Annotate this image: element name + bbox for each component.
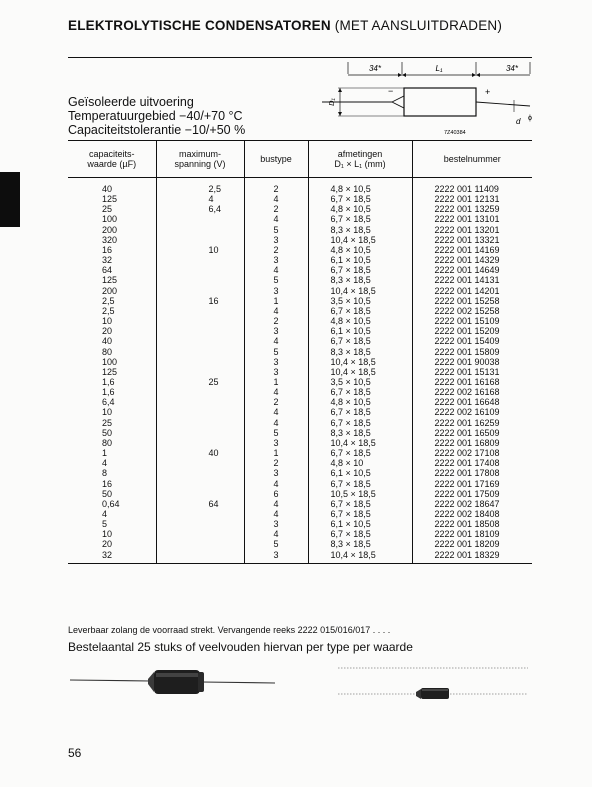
table-row (68, 529, 532, 539)
dimension-diagram (318, 60, 532, 138)
table-header-row (68, 141, 532, 178)
cell-dimensions: 6,1 × 10,5 (308, 255, 412, 265)
capacitor-body (404, 88, 476, 116)
cell-dimensions: 6,7 × 18,5 (308, 194, 412, 204)
cell-voltage (156, 326, 244, 336)
cell-dimensions: 6,7 × 18,5 (308, 214, 412, 224)
table-row (68, 418, 532, 428)
page-title (68, 18, 538, 33)
cell-voltage: 6,4 (156, 204, 244, 214)
cell-capacitance: 25 (102, 417, 113, 428)
cell-dimensions: 6,7 × 18,5 (308, 407, 412, 417)
table-row (68, 397, 532, 407)
table-row (68, 539, 532, 549)
cell-dimensions: 6,7 × 18,5 (308, 418, 412, 428)
cell-dimensions: 10,4 × 18,5 (308, 550, 412, 564)
cell-capacitance: 20 (102, 326, 113, 337)
table-row (68, 347, 532, 357)
cell-capacitance: 200 (102, 285, 118, 296)
cell-case: 4 (244, 214, 308, 224)
cell-capacitance: 10 (102, 316, 113, 327)
cell-case: 4 (244, 387, 308, 397)
table-row (68, 428, 532, 438)
cell-order-number: 2222 001 14131 (412, 275, 532, 285)
cell-case: 2 (244, 204, 308, 214)
cell-case: 4 (244, 306, 308, 316)
cell-voltage: 10 (156, 245, 244, 255)
cell-capacitance: 10 (102, 529, 113, 540)
cell-voltage (156, 214, 244, 224)
cell-dimensions: 6,7 × 18,5 (308, 499, 412, 509)
table-row (68, 265, 532, 275)
label-diameter: D₁ (327, 98, 336, 106)
cell-case: 5 (244, 428, 308, 438)
cell-case: 1 (244, 296, 308, 306)
cell-capacitance: 32 (68, 550, 156, 564)
cell-dimensions: 10,5 × 18,5 (308, 489, 412, 499)
cell-capacitance: 0,64 (102, 498, 120, 509)
cell-capacitance: 16 (102, 478, 113, 489)
cell-order-number: 2222 001 15109 (412, 316, 532, 326)
cell-capacitance: 100 (102, 214, 118, 225)
cell-case: 4 (244, 336, 308, 346)
cell-order-number: 2222 001 17408 (412, 458, 532, 468)
cell-voltage (156, 550, 244, 564)
table-row (68, 178, 532, 195)
cell-case: 4 (244, 529, 308, 539)
cell-dimensions: 6,7 × 18,5 (308, 306, 412, 316)
cell-dimensions: 6,1 × 10,5 (308, 326, 412, 336)
cell-voltage (156, 418, 244, 428)
cell-voltage (156, 479, 244, 489)
table-row (68, 306, 532, 316)
cell-capacitance: 6,4 (102, 397, 115, 408)
spec-block (68, 95, 245, 137)
cell-order-number: 2222 001 13201 (412, 225, 532, 235)
cell-case: 3 (244, 286, 308, 296)
cell-dimensions: 10,4 × 18,5 (308, 367, 412, 377)
cell-voltage (156, 316, 244, 326)
delivery-note: Leverbaar zolang de voorraad strekt. Vervangende reeks 2222 015/016/017 . . . . (68, 625, 391, 635)
cell-order-number: 2222 001 14329 (412, 255, 532, 265)
cell-dimensions: 4,8 × 10,5 (308, 178, 412, 195)
cell-capacitance: 2,5 (102, 305, 115, 316)
header-capacitance: capaciteits- waarde (µF) (68, 141, 156, 178)
plus-sign: + (485, 87, 491, 97)
cell-case: 3 (244, 519, 308, 529)
dim-lead-right: 34* (505, 64, 519, 73)
table-row (68, 326, 532, 336)
cell-dimensions: 6,7 × 18,5 (308, 509, 412, 519)
cell-capacitance: 200 (102, 224, 118, 235)
cell-case: 2 (244, 458, 308, 468)
cell-voltage (156, 407, 244, 417)
cell-capacitance: 8 (102, 468, 108, 479)
table-row (68, 245, 532, 255)
cell-dimensions: 6,7 × 18,5 (308, 529, 412, 539)
cell-voltage (156, 286, 244, 296)
cell-order-number: 2222 001 17169 (412, 479, 532, 489)
cell-capacitance: 125 (102, 275, 118, 286)
cell-voltage (156, 387, 244, 397)
cell-dimensions: 3,5 × 10,5 (308, 377, 412, 387)
cell-dimensions: 10,4 × 18,5 (308, 438, 412, 448)
cell-dimensions: 4,8 × 10,5 (308, 245, 412, 255)
cell-voltage (156, 468, 244, 478)
cell-capacitance: 2,5 (102, 295, 115, 306)
cell-order-number: 2222 002 18408 (412, 509, 532, 519)
table-row (68, 296, 532, 306)
cell-voltage (156, 458, 244, 468)
cell-case: 3 (244, 367, 308, 377)
cell-capacitance: 50 (102, 427, 113, 438)
cell-case: 3 (244, 255, 308, 265)
cell-case: 5 (244, 539, 308, 549)
cell-order-number: 2222 001 16648 (412, 397, 532, 407)
header-order: bestelnummer (412, 141, 532, 178)
spec-line-temperature: Temperatuurgebied −40/+70 °C (68, 109, 243, 123)
cell-order-number: 2222 001 14649 (412, 265, 532, 275)
cell-case: 3 (244, 235, 308, 245)
cell-capacitance: 80 (102, 346, 113, 357)
cell-order-number: 2222 001 12131 (412, 194, 532, 204)
capacitor-drawing (318, 60, 532, 138)
cell-order-number: 2222 001 16168 (412, 377, 532, 387)
cell-order-number: 2222 001 18508 (412, 519, 532, 529)
table-row (68, 286, 532, 296)
cell-case: 1 (244, 448, 308, 458)
cell-voltage: 25 (156, 377, 244, 387)
cell-order-number: 2222 001 15409 (412, 336, 532, 346)
title-bold: ELEKTROLYTISCHE CONDENSATOREN (68, 18, 331, 33)
table-row (68, 407, 532, 417)
cell-order-number: 2222 001 16259 (412, 418, 532, 428)
cell-case: 3 (244, 326, 308, 336)
cell-order-number: 2222 001 15809 (412, 347, 532, 357)
cell-capacitance: 100 (102, 356, 118, 367)
table-body (68, 178, 532, 564)
cell-capacitance: 125 (102, 194, 118, 205)
cell-voltage (156, 357, 244, 367)
cell-voltage: 16 (156, 296, 244, 306)
page-edge-tab (0, 172, 20, 227)
cell-order-number: 2222 001 18209 (412, 539, 532, 549)
cell-order-number: 2222 001 15131 (412, 367, 532, 377)
cell-capacitance: 40 (102, 184, 113, 194)
cell-dimensions: 10,4 × 18,5 (308, 286, 412, 296)
cell-capacitance: 4 (102, 458, 108, 469)
cell-order-number: 2222 002 16168 (412, 387, 532, 397)
cell-capacitance: 20 (102, 539, 113, 550)
cell-capacitance: 40 (102, 336, 113, 347)
cell-case: 1 (244, 377, 308, 387)
cell-voltage (156, 306, 244, 316)
cell-case: 5 (244, 275, 308, 285)
table-row (68, 387, 532, 397)
cell-case: 4 (244, 194, 308, 204)
table-row (68, 316, 532, 326)
cell-voltage (156, 397, 244, 407)
cell-voltage (156, 255, 244, 265)
cell-order-number: 2222 001 13101 (412, 214, 532, 224)
cell-dimensions: 6,7 × 18,5 (308, 336, 412, 346)
cell-order-number: 2222 001 17808 (412, 468, 532, 478)
cell-order-number: 2222 001 18109 (412, 529, 532, 539)
cell-voltage (156, 367, 244, 377)
header-voltage: maximum- spanning (V) (156, 141, 244, 178)
cell-capacitance: 320 (102, 234, 118, 245)
cell-order-number: 2222 002 15258 (412, 306, 532, 316)
table-row (68, 336, 532, 346)
cell-case: 6 (244, 489, 308, 499)
cell-case: 4 (244, 479, 308, 489)
cell-voltage: 4 (156, 194, 244, 204)
title-light: (MET AANSLUITDRADEN) (334, 18, 503, 33)
cell-capacitance: 4 (102, 509, 108, 519)
cell-capacitance: 32 (102, 255, 113, 266)
cell-capacitance: 50 (102, 488, 113, 499)
minus-sign: − (388, 86, 394, 96)
label-lead-diameter: d (516, 117, 521, 126)
cell-voltage (156, 438, 244, 448)
cell-case: 2 (244, 245, 308, 255)
cell-order-number: 2222 001 16509 (412, 428, 532, 438)
capacitor-photo-small (338, 664, 528, 700)
header-case: bustype (244, 141, 308, 178)
cell-voltage (156, 235, 244, 245)
table-row (68, 468, 532, 478)
cell-voltage (156, 275, 244, 285)
cell-dimensions: 8,3 × 18,5 (308, 428, 412, 438)
table-row (68, 357, 532, 367)
table-row (68, 255, 532, 265)
cell-capacitance: 64 (102, 265, 113, 276)
cell-case: 4 (244, 499, 308, 509)
cell-dimensions: 6,7 × 18,5 (308, 448, 412, 458)
capacitor-table (68, 140, 532, 564)
cell-voltage (156, 265, 244, 275)
cell-order-number: 2222 001 15258 (412, 296, 532, 306)
cell-voltage (156, 489, 244, 499)
cell-order-number: 2222 001 15209 (412, 326, 532, 336)
header-dimensions: afmetingen D₁ × L₁ (mm) (308, 141, 412, 178)
order-quantity-note: Bestelaantal 25 stuks of veelvouden hiervan per type per waarde (68, 640, 413, 654)
cell-capacitance: 125 (102, 366, 118, 377)
cell-dimensions: 3,5 × 10,5 (308, 296, 412, 306)
cell-capacitance: 1 (102, 448, 108, 459)
cell-voltage: 2,5 (156, 178, 244, 195)
table-row (68, 479, 532, 489)
table-row (68, 214, 532, 224)
cell-dimensions: 4,8 × 10,5 (308, 316, 412, 326)
cell-capacitance: 5 (102, 519, 108, 530)
cell-case: 3 (244, 357, 308, 367)
table-row (68, 519, 532, 529)
cell-order-number: 2222 001 14169 (412, 245, 532, 255)
cell-dimensions: 8,3 × 18,5 (308, 275, 412, 285)
cell-dimensions: 8,3 × 18,5 (308, 539, 412, 549)
cell-voltage (156, 519, 244, 529)
cell-order-number: 2222 001 13321 (412, 235, 532, 245)
cell-dimensions: 10,4 × 18,5 (308, 235, 412, 245)
cell-dimensions: 6,7 × 18,5 (308, 387, 412, 397)
cell-case: 5 (244, 347, 308, 357)
cell-case: 3 (244, 468, 308, 478)
page-number: 56 (68, 746, 82, 760)
table-row (68, 225, 532, 235)
table-row (68, 509, 532, 519)
cell-case: 3 (244, 438, 308, 448)
cell-voltage (156, 336, 244, 346)
cell-case: 4 (244, 407, 308, 417)
cell-voltage (156, 428, 244, 438)
cell-order-number: 2222 002 18647 (412, 499, 532, 509)
table-row (68, 458, 532, 468)
table-row (68, 499, 532, 509)
cell-dimensions: 6,7 × 18,5 (308, 479, 412, 489)
cell-capacitance: 16 (102, 244, 113, 255)
cell-order-number: 2222 001 13259 (412, 204, 532, 214)
cell-case: 4 (244, 265, 308, 275)
cell-order-number: 2222 001 17509 (412, 489, 532, 499)
cell-dimensions: 10,4 × 18,5 (308, 357, 412, 367)
title-rule (68, 57, 532, 58)
cell-capacitance: 1,6 (102, 376, 115, 387)
cell-case: 3 (244, 550, 308, 564)
table-row (68, 448, 532, 458)
cell-voltage (156, 225, 244, 235)
cell-case: 2 (244, 178, 308, 195)
table-row (68, 438, 532, 448)
cell-voltage: 64 (156, 499, 244, 509)
cell-case: 2 (244, 316, 308, 326)
cell-case: 4 (244, 509, 308, 519)
dim-lead-left: 34* (368, 64, 382, 73)
table-row (68, 204, 532, 214)
cell-order-number: 2222 001 16809 (412, 438, 532, 448)
table-row (68, 235, 532, 245)
cell-dimensions: 4,8 × 10 (308, 458, 412, 468)
cell-case: 2 (244, 397, 308, 407)
cell-capacitance: 1,6 (102, 387, 115, 398)
cell-voltage (156, 539, 244, 549)
cell-voltage (156, 347, 244, 357)
diameter-symbol: ϕ (528, 115, 532, 122)
cell-capacitance: 80 (102, 437, 113, 448)
capacitor-photo-large (70, 664, 275, 698)
cell-order-number: 2222 001 14201 (412, 286, 532, 296)
table-row (68, 489, 532, 499)
cell-dimensions: 4,8 × 10,5 (308, 204, 412, 214)
table-row (68, 275, 532, 285)
table-row (68, 194, 532, 204)
table-row (68, 377, 532, 387)
cell-dimensions: 8,3 × 18,5 (308, 225, 412, 235)
cell-dimensions: 4,8 × 10,5 (308, 397, 412, 407)
cell-capacitance: 25 (102, 204, 113, 215)
drawing-code: 7Z40384 (444, 130, 466, 136)
cell-order-number: 2222 001 18329 (412, 550, 532, 564)
cell-order-number: 2222 001 11409 (412, 178, 532, 195)
cell-voltage: 40 (156, 448, 244, 458)
table-row (68, 550, 532, 564)
cell-voltage (156, 529, 244, 539)
cell-capacitance: 10 (102, 407, 113, 418)
cell-case: 5 (244, 225, 308, 235)
cell-order-number: 2222 002 16109 (412, 407, 532, 417)
cell-dimensions: 8,3 × 18,5 (308, 347, 412, 357)
dim-body-length: L₁ (435, 64, 443, 73)
spec-line-tolerance: Capaciteitstolerantie −10/+50 % (68, 123, 246, 137)
cell-case: 4 (244, 418, 308, 428)
cell-dimensions: 6,1 × 10,5 (308, 468, 412, 478)
cell-order-number: 2222 002 17108 (412, 448, 532, 458)
cell-dimensions: 6,7 × 18,5 (308, 265, 412, 275)
spec-line-design: Geïsoleerde uitvoering (68, 95, 194, 109)
cell-order-number: 2222 001 90038 (412, 357, 532, 367)
cell-dimensions: 6,1 × 10,5 (308, 519, 412, 529)
cell-voltage (156, 509, 244, 519)
table-row (68, 367, 532, 377)
